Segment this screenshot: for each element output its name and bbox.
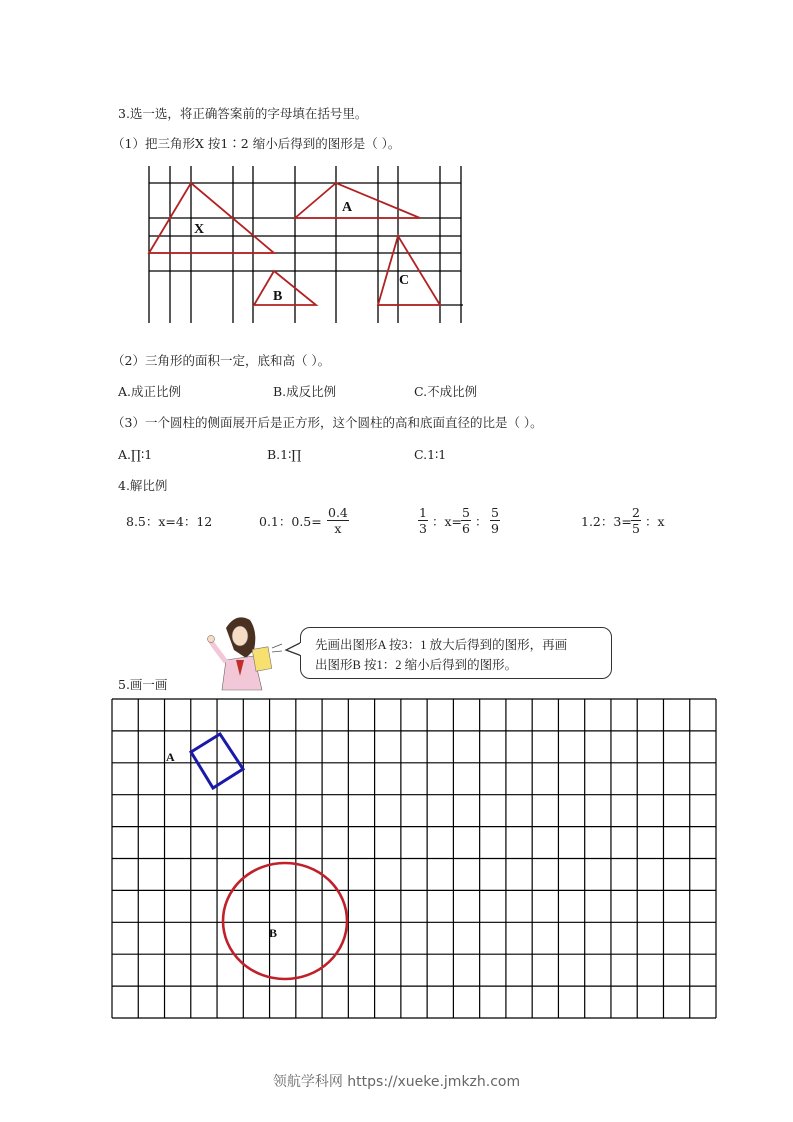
equation-2-prefix: 0.1：0.5= — [259, 514, 322, 529]
triangle-x — [149, 183, 274, 253]
label-a: A — [342, 200, 353, 215]
fraction-denominator: 9 — [491, 521, 499, 536]
q3-option-b: B.1∶∏ — [267, 447, 302, 462]
q3-option-c: C.1∶1 — [414, 447, 447, 462]
equation-3-fraction-1 — [418, 505, 428, 536]
equation-2-fraction — [327, 505, 349, 536]
grid-lines — [112, 699, 716, 1018]
fraction-numerator: 0.4 — [328, 505, 348, 520]
fraction-numerator: 2 — [632, 505, 640, 520]
fraction-denominator: 5 — [632, 521, 640, 536]
q3-text: （3）一个圆柱的侧面展开后是正方形，这个圆柱的高和底面直径的比是（ ）。 — [112, 415, 543, 430]
equation-3-mid: ：x= — [432, 514, 463, 529]
shape-b-circle — [223, 863, 347, 979]
q2-text: （2）三角形的面积一定，底和高（ ）。 — [112, 353, 331, 368]
shape-b-label: B — [269, 926, 278, 940]
triangle-a — [295, 183, 420, 218]
equation-3-fraction-2 — [461, 505, 471, 536]
equation-4-suffix: ：x — [645, 514, 665, 529]
equation-1: 8.5：x=4：12 — [126, 514, 213, 529]
figure-grid-lines — [149, 166, 463, 323]
section4-title: 4.解比例 — [118, 478, 168, 493]
fraction-denominator: 3 — [419, 521, 427, 536]
fraction-denominator: x — [334, 521, 342, 536]
bubble-line-2: 出图形B 按1：2 缩小后得到的图形。 — [315, 658, 518, 672]
fraction-numerator: 1 — [419, 505, 427, 520]
label-c: C — [399, 273, 410, 288]
q2-option-b: B.成反比例 — [273, 384, 337, 399]
teacher-figure — [208, 617, 283, 690]
speech-bubble — [300, 627, 612, 679]
section5-title: 5.画一画 — [118, 677, 168, 692]
q2-option-a: A.成正比例 — [118, 384, 182, 399]
label-b: B — [273, 289, 283, 304]
bubble-text — [315, 635, 567, 675]
fraction-numerator: 5 — [462, 505, 470, 520]
q2-option-c: C.不成比例 — [414, 384, 478, 399]
bubble-line-1: 先画出图形A 按3：1 放大后得到的图形，再画 — [315, 638, 568, 652]
footer-watermark: 领航学科网 https://xueke.jmkzh.com — [272, 1074, 521, 1090]
fraction-numerator: 5 — [491, 505, 499, 520]
equation-4-prefix: 1.2：3= — [581, 514, 632, 529]
label-x: X — [194, 222, 205, 237]
shape-a-rectangle — [191, 734, 243, 788]
triangle-b — [254, 271, 316, 305]
section3-title: 3.选一选，将正确答案前的字母填在括号里。 — [118, 106, 368, 121]
equation-3-fraction-3 — [490, 505, 500, 536]
equation-3-sep: ： — [475, 514, 488, 529]
equation-4-fraction — [631, 505, 641, 536]
fraction-denominator: 6 — [462, 521, 470, 536]
q3-option-a: A.∏∶1 — [118, 447, 153, 462]
q1-text: （1）把三角形X 按1∶2 缩小后得到的图形是（ ）。 — [112, 136, 401, 151]
shape-a-label: A — [166, 750, 175, 764]
triangle-c — [378, 236, 440, 305]
